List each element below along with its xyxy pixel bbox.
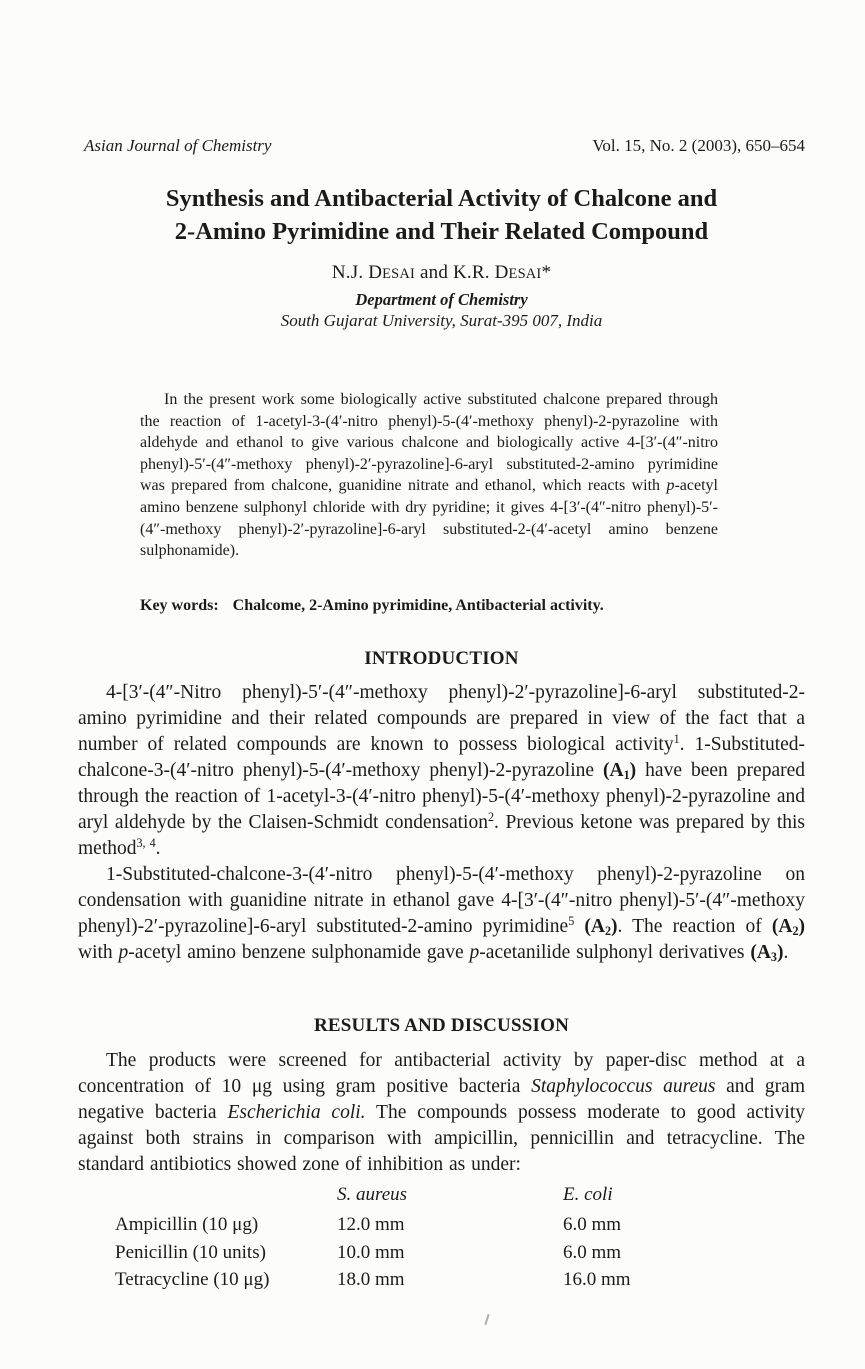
- antibiotic-name: Tetracycline (10 μg): [115, 1269, 270, 1290]
- s-aureus-value: 12.0 mm: [337, 1214, 405, 1235]
- paper-title: [78, 182, 805, 248]
- table-row: [115, 1242, 775, 1270]
- paper-title-line1: Synthesis and Antibacterial Activity of Chalcone and: [165, 185, 718, 212]
- paper-title-line2: 2-Amino Pyrimidine and Their Related Compound: [174, 218, 709, 245]
- antibiotic-name: Penicillin (10 units): [115, 1241, 266, 1263]
- scan-artifact: [484, 1314, 489, 1325]
- e-coli-value: 6.0 mm: [563, 1241, 622, 1263]
- e-coli-value: 16.0 mm: [563, 1269, 631, 1290]
- results-paragraph: The products were screened for antibacterial activity by paper-disc method at a concentration of 10 μg using gram positive bacteria Staphylococcus aureus and gram negative bacteria Escherichia coli. The compounds possess moderate to good activity against both strains in comparison with ampicillin, pennicillin and tetracycline. The standard antibiotics showed zone of inhibition as under:: [78, 1050, 806, 1175]
- antibiotic-name: Ampicillin (10 μg): [115, 1214, 259, 1235]
- table-header-e-coli: E. coli: [563, 1184, 613, 1205]
- affiliation-department: Department of Chemistry: [355, 290, 528, 309]
- s-aureus-value: 10.0 mm: [337, 1241, 405, 1263]
- table-header-s-aureus: S. aureus: [337, 1184, 408, 1205]
- e-coli-value: 6.0 mm: [563, 1214, 622, 1235]
- affiliation-university: South Gujarat University, Surat-395 007, India: [280, 311, 603, 330]
- introduction-section: [78, 680, 805, 966]
- table-header-row: [115, 1184, 775, 1214]
- table-row: [115, 1269, 775, 1297]
- inhibition-table: [115, 1184, 775, 1297]
- journal-name: Asian Journal of Chemistry: [84, 136, 272, 155]
- page-header: [78, 136, 805, 156]
- keywords-text: Chalcome, 2-Amino pyrimidine, Antibacterial activity.: [232, 597, 604, 614]
- s-aureus-value: 18.0 mm: [337, 1269, 405, 1290]
- abstract-text: In the present work some biologically active substituted chalcone prepared through the reaction of 1-acetyl-3-(4′-nitro phenyl)-5-(4′-methoxy phenyl)-2-pyrazoline with aldehyde and ethanol to give various chalcone and biologically active 4-[3′-(4″-nitro phenyl)-5′-(4″-methoxy phenyl)-2′-pyrazoline]-6-aryl substituted-2-amino pyrimidine was prepared from chalcone, guanidine nitrate and ethanol, which reacts with p-acetyl amino benzene sulphonyl chloride with dry pyridine; it gives 4-[3′-(4″-nitro phenyl)-5′-(4″-methoxy phenyl)-2′-pyrazoline]-6-aryl substituted-2-(4′-acetyl amino benzene sulphonamide).: [140, 391, 718, 560]
- section-heading-introduction: INTRODUCTION: [364, 648, 519, 669]
- results-section: [78, 1048, 805, 1178]
- abstract: [140, 389, 718, 562]
- authors-line: N.J. DESAI and K.R. DESAI*: [331, 262, 552, 283]
- volume-info: Vol. 15, No. 2 (2003), 650–654: [592, 136, 805, 155]
- keywords-label: Key words:: [140, 597, 219, 614]
- section-heading-results: RESULTS AND DISCUSSION: [313, 1015, 570, 1036]
- intro-paragraph-2: 1-Substituted-chalcone-3-(4′-nitro phenyl)-5-(4′-methoxy phenyl)-2-pyrazoline on condensation with guanidine nitrate in ethanol gave 4-[3′-(4″-nitro phenyl)-5′-(4″-methoxy phenyl)-2′-pyrazoline]-6-aryl substituted-2-amino pyrimidine$^5$ $(A_2)$. The reaction of $(A_2)$ with p-acetyl amino benzene sulphonamide gave p-acetanilide sulphonyl derivatives $(A_3)$.: [78, 864, 805, 965]
- intro-paragraph-1: 4-[3′-(4″-Nitro phenyl)-5′-(4″-methoxy phenyl)-2′-pyrazoline]-6-aryl substituted-2-amino pyrimidine and their related compounds are prepared in view of the fact that a number of related compounds are known to possess biological activity$^1$. 1-Substituted-chalcone-3-(4′-nitro phenyl)-5-(4′-methoxy phenyl)-2-pyrazoline $(A_1)$ have been prepared through the reaction of 1-acetyl-3-(4′-nitro phenyl)-5-(4′-methoxy phenyl)-2-pyrazoline and aryl aldehyde by the Claisen-Schmidt condensation$^2$. Previous ketone was prepared by this method$^{3, 4}$.: [78, 682, 806, 859]
- keywords-line: [140, 597, 730, 615]
- table-row: [115, 1214, 775, 1242]
